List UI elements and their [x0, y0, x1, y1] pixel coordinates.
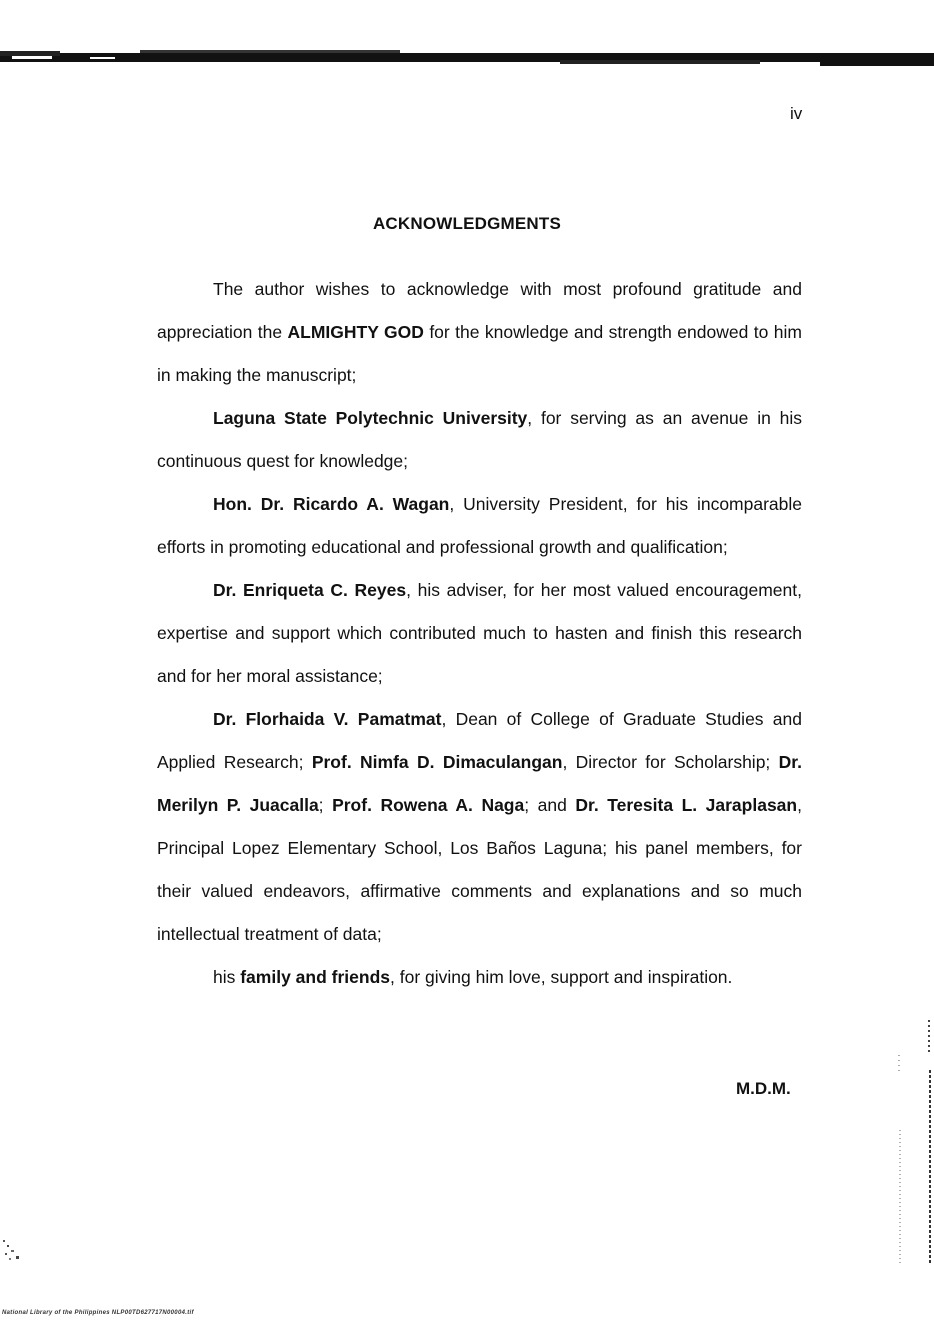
paragraph-text: , University President, for his incomparable efforts in promoting educational and professional growth and qualification;	[157, 494, 803, 557]
paragraph-text: The author wishes to acknowledge with most profound gratitude and appreciation the	[157, 279, 802, 342]
paragraph-1	[157, 268, 802, 397]
paragraph-text: , his adviser, for her most valued encouragement, expertise and support which contributed much to hasten and finish this research and for her moral assistance;	[157, 580, 802, 686]
emphasized-name: Dr. Teresita L. Jaraplasan	[575, 795, 798, 815]
emphasized-name: Prof. Nimfa D. Dimaculangan	[311, 752, 563, 772]
paragraph-text: his	[213, 967, 241, 987]
paragraph-4	[157, 569, 802, 698]
acknowledgment-body	[157, 268, 802, 999]
page-title: ACKNOWLEDGMENTS	[372, 214, 562, 233]
emphasized-name: Dr. Florhaida V. Pamatmat	[213, 709, 442, 729]
paragraph-text: ; and	[524, 795, 576, 815]
scan-top-bar	[0, 48, 934, 68]
page-number: iv	[790, 104, 803, 123]
paragraph-text: , for serving as an avenue in his continuous quest for knowledge;	[157, 408, 802, 471]
paragraph-3	[157, 483, 802, 569]
scan-footer-note: National Library of the Philippines NLP00TD627717N00004.tif	[2, 1310, 194, 1316]
paragraph-text: , Principal Lopez Elementary School, Los Baños Laguna; his panel members, for their valued endeavors, affirmative comments and explanations and so much intellectual treatment of data;	[157, 795, 802, 944]
paragraph-6	[157, 956, 802, 999]
scan-edge-marks	[893, 1020, 933, 1265]
emphasized-name: Dr. Merilyn P. Juacalla	[157, 752, 802, 815]
paragraph-text: for the knowledge and strength endowed to him in making the manuscript;	[157, 322, 802, 385]
emphasized-name: Prof. Rowena A. Naga	[332, 795, 525, 815]
paragraph-text: , Dean of College of Graduate Studies and Applied Research;	[157, 709, 802, 772]
author-initials: M.D.M.	[736, 1079, 791, 1098]
emphasized-name: ALMIGHTY GOD	[287, 322, 424, 342]
paragraph-text: , for giving him love, support and inspiration.	[390, 967, 733, 987]
scan-corner-specks	[0, 1236, 30, 1266]
emphasized-name: Laguna State Polytechnic University	[213, 408, 528, 428]
emphasized-name: Dr. Enriqueta C. Reyes	[213, 580, 407, 600]
paragraph-5	[157, 698, 802, 956]
emphasized-name: family and friends	[240, 967, 390, 987]
paragraph-2	[157, 397, 802, 483]
emphasized-name: Hon. Dr. Ricardo A. Wagan	[213, 494, 450, 514]
paragraph-text: , Director for Scholarship;	[562, 752, 779, 772]
paragraph-text: ;	[318, 795, 333, 815]
